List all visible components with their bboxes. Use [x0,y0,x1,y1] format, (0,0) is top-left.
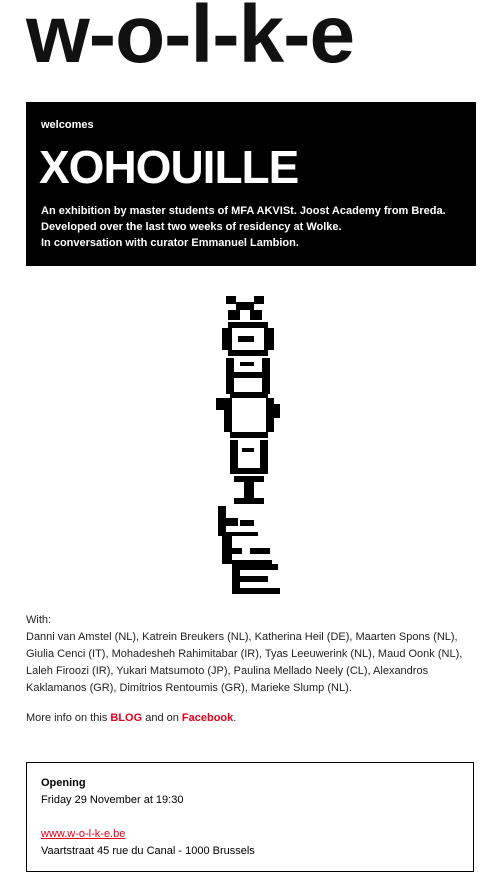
venue-address: Vaartstraat 45 rue du Canal - 1000 Brussels [41,845,255,857]
art-stroke [250,548,270,554]
art-stroke [222,328,232,350]
art-stroke [232,548,242,554]
participants-line: Giulia Cenci (IT), Mohadesheh Rahimitabar (IR), Tyas Leeuwerink (NL), Maud Oonk (NL), [26,648,463,660]
facebook-link[interactable]: Facebook [181,712,234,724]
more-info-middle: and on [142,712,182,724]
exhibition-title: XOHOUILLE [39,141,299,193]
art-stroke [250,310,262,320]
art-stroke [232,588,280,594]
art-stroke [226,372,270,378]
exhibition-banner [26,102,476,266]
more-info-line [26,712,236,724]
participants-line: Laleh Firoozi (IR), Yukari Matsumoto (JP), Paulina Mellado Neely (CL), Alexandros [26,665,429,677]
art-stroke [236,302,254,310]
art-stroke [240,520,254,526]
opening-info-box [26,762,474,872]
art-stroke [222,536,232,562]
art-stroke [226,518,238,526]
more-info-prefix: More info on this [26,712,111,724]
art-stroke [224,398,232,432]
exhibition-description [41,203,446,251]
art-stroke [218,506,226,534]
xohouille-vertical-artwork [210,292,290,597]
art-stroke [230,440,238,470]
welcomes-label: welcomes [41,119,94,131]
art-stroke [228,350,268,356]
more-info-suffix: . [233,712,237,724]
blog-link[interactable]: BLOG [110,712,143,724]
art-stroke [230,432,268,438]
art-stroke [232,564,278,570]
wolke-logo: w-o-l-k-e [26,0,355,80]
website-link[interactable]: www.w-o-l-k-e.be [41,828,126,840]
participants-line: Kaklamanos (GR), Dimitrios Rentoumis (GR), Marieke Slump (NL). [26,682,352,694]
art-stroke [260,440,268,470]
description-line: An exhibition by master students of MFA AKVISt. Joost Academy from Breda. [41,205,446,217]
art-stroke [230,468,268,474]
participants-list [26,612,476,697]
art-stroke [230,392,268,398]
art-stroke [232,576,268,582]
art-stroke [234,498,264,504]
participants-line: Danni van Amstel (NL), Katrein Breukers (NL), Katherina Heil (DE), Maarten Spons (NL), [26,631,458,643]
art-stroke [240,362,254,366]
art-stroke [228,310,240,320]
art-stroke [242,448,254,452]
art-stroke [226,296,236,304]
description-line: In conversation with curator Emmanuel Lambion. [41,237,299,249]
art-stroke [222,560,272,564]
participants-label: With: [26,614,52,626]
opening-label: Opening [41,777,86,789]
art-stroke [254,296,264,304]
art-stroke [234,476,264,482]
art-stroke [264,328,274,350]
art-stroke [218,532,258,536]
art-stroke [238,336,254,342]
description-line: Developed over the last two weeks of residency at Wolke. [41,221,342,233]
opening-date: Friday 29 November at 19:30 [41,794,184,806]
art-stroke [272,404,280,418]
art-stroke [228,322,268,328]
